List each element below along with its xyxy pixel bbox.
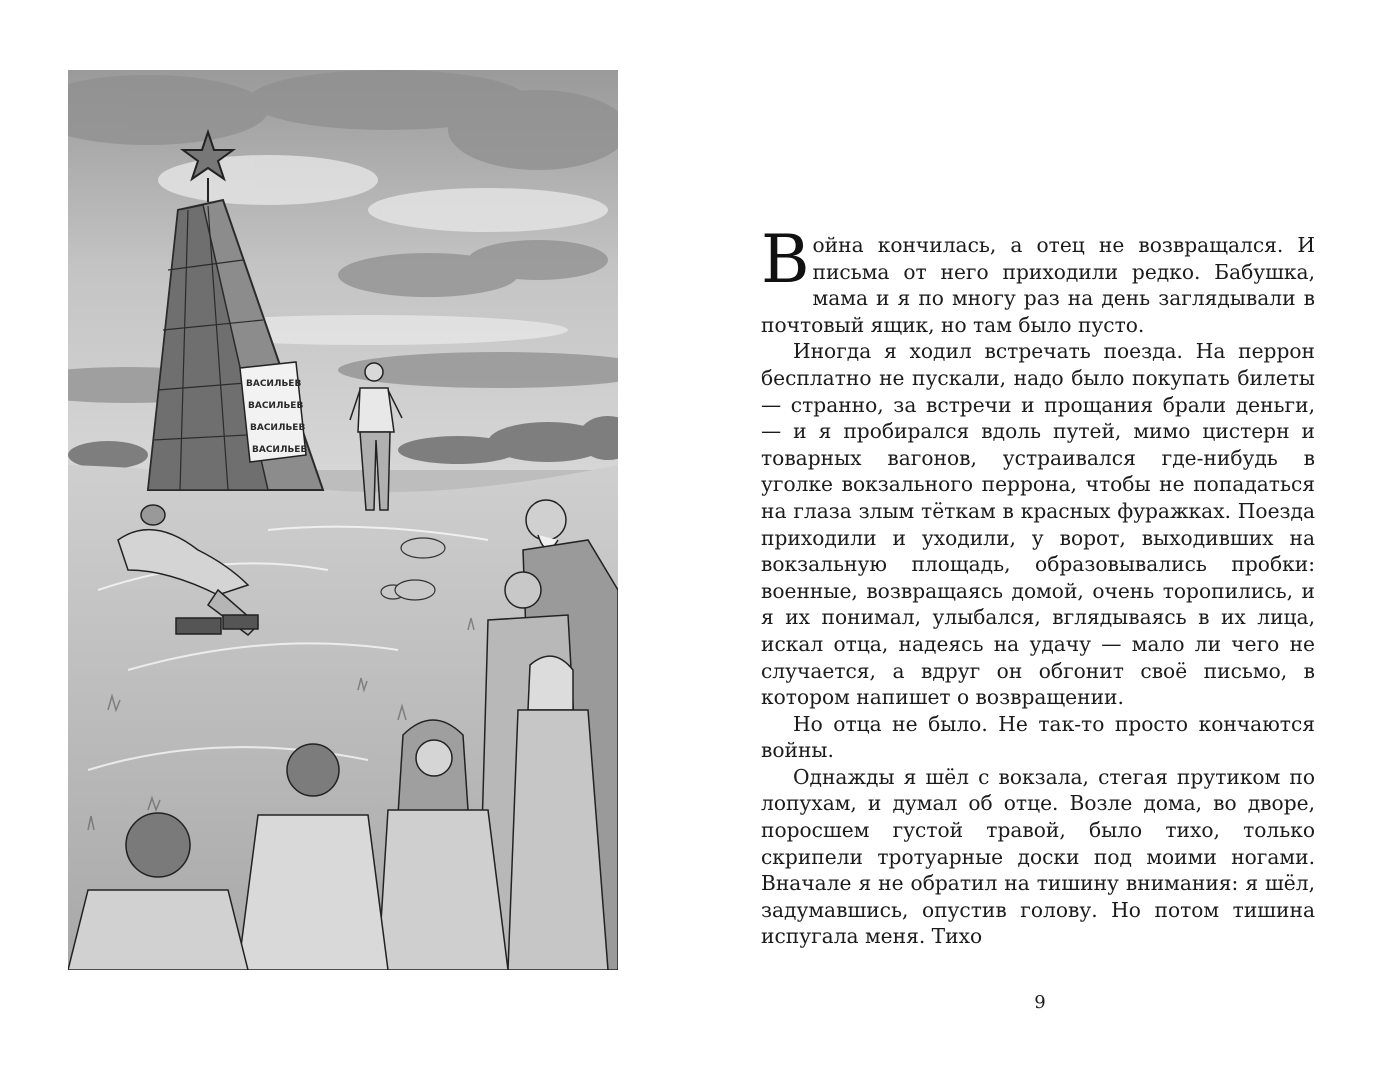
paragraph-2: Иногда я ходил встречать поезда. На перрон бесплатно не пускали, надо было покупать билеты — странно, за встречи и прощания брали деньги, — и я пробирался вдоль путей, мимо цистерн и товарных вагонов, устраивался где-нибудь в уголке вокзального перрона, чтобы не попадаться на глаза злым тёткам в красных фуражках. Поезда приходили и уходили, у ворот, выходивших на вокзальную площадь, образовывались пробки: военные, возвращаясь домой, очень торопились, и я их понимал, улыбался, вглядываясь в их лица, искал отца, надеясь на удачу — мало ли чего не случается, а вдруг он обгонит своё письмо, в котором напишет о возвращении. (761, 339, 1315, 710)
paragraph-4: Однажды я шёл с вокзала, стегая прутиком по лопухам, и думал об отце. Возле дома, во дворе, поросшем густой травой, было тихо, только скрипели тротуарные доски под моими ногами. Вначале я не обратил на тишину внимания: я шёл, задумавшись, опустив голову. Но потом тишина испугала меня. Тихо (761, 764, 1315, 949)
story-text (761, 221, 1315, 950)
paragraph-3: Но отца не было. Не так-то просто кончаются войны. (761, 711, 1315, 763)
name-plaque (240, 362, 307, 462)
plaque-line-2: ВАСИЛЬЕВ (248, 401, 304, 411)
drop-cap: В (761, 221, 810, 298)
page-number: 9 (1034, 992, 1046, 1013)
plaque-line-4: ВАСИЛЬЕВ (252, 445, 308, 455)
plaque-line-3: ВАСИЛЬЕВ (250, 423, 306, 433)
plaque-line-1: ВАСИЛЬЕВ (246, 379, 302, 389)
paragraph-1 (761, 221, 1315, 338)
war-memorial-illustration (68, 70, 618, 970)
memorial-illustration (68, 70, 618, 970)
paragraph-1-text: ойна кончилась, а отец не возвращался. И письма от него приходили редко. Бабушка, мама и я по многу раз на день заглядывали в почтовый ящик, но там было пусто. (761, 233, 1315, 337)
